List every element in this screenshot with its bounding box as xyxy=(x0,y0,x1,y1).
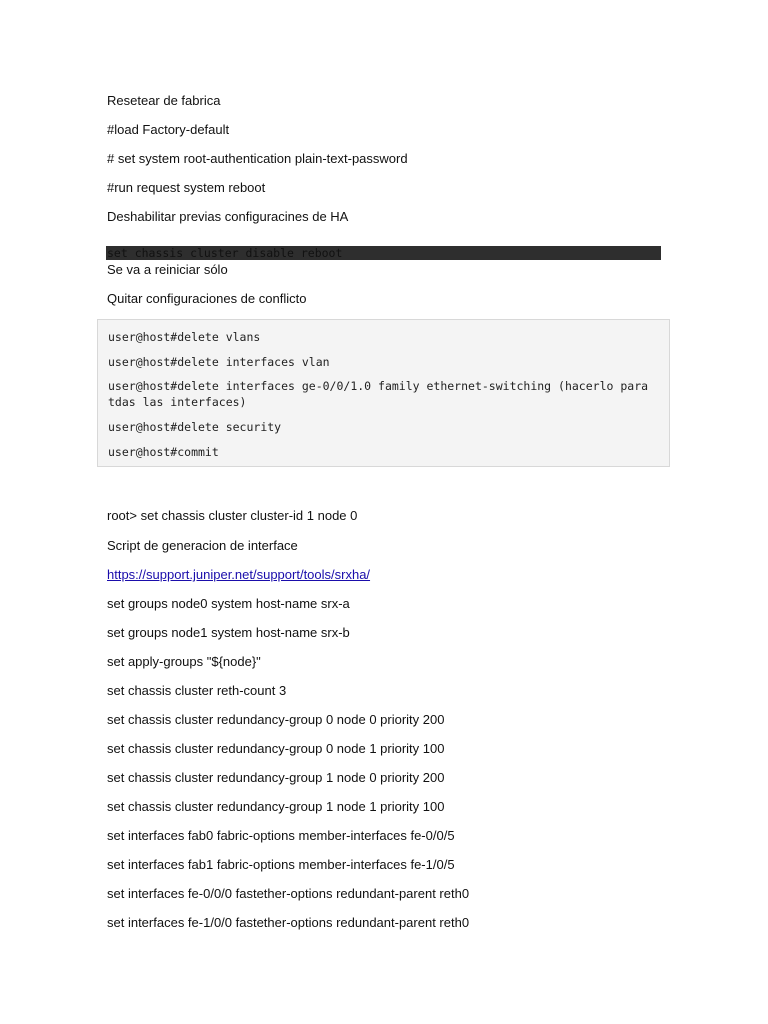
config-line: set chassis cluster redundancy-group 1 node 0 priority 200 xyxy=(107,770,445,785)
intro-line: Deshabilitar previas configuracines de HA xyxy=(107,209,349,224)
section-heading: Quitar configuraciones de conflicto xyxy=(107,291,307,306)
config-line: set apply-groups "${node}" xyxy=(107,654,261,669)
code-line: user@host#commit xyxy=(108,445,219,459)
code-line: user@host#delete vlans xyxy=(108,330,261,344)
config-line: set groups node0 system host-name srx-a xyxy=(107,596,350,611)
code-line: user@host#delete interfaces ge-0/0/1.0 family ethernet-switching (hacerlo para tdas las interfaces) xyxy=(108,379,655,409)
section-heading: Script de generacion de interface xyxy=(107,538,298,553)
config-line: set chassis cluster redundancy-group 0 node 1 priority 100 xyxy=(107,741,445,756)
code-line: user@host#delete interfaces vlan xyxy=(108,355,330,369)
code-block xyxy=(97,319,670,467)
intro-line: Resetear de fabrica xyxy=(107,93,221,108)
note-line: Se va a reiniciar sólo xyxy=(107,262,228,277)
config-line: set interfaces fe-0/0/0 fastether-options redundant-parent reth0 xyxy=(107,886,470,901)
highlighted-command: set chassis cluster disable reboot xyxy=(107,246,343,260)
config-line: set chassis cluster redundancy-group 0 node 0 priority 200 xyxy=(107,712,445,727)
code-line: user@host#delete security xyxy=(108,420,282,434)
srxha-link[interactable]: https://support.juniper.net/support/tools/srxha/ xyxy=(107,567,371,582)
config-line: set groups node1 system host-name srx-b xyxy=(107,625,350,640)
intro-line: # set system root-authentication plain-text-password xyxy=(107,151,408,166)
config-line: set interfaces fe-1/0/0 fastether-options redundant-parent reth0 xyxy=(107,915,470,930)
intro-line: #run request system reboot xyxy=(107,180,266,195)
intro-line: #load Factory-default xyxy=(107,122,230,137)
command-line: root> set chassis cluster cluster-id 1 node 0 xyxy=(107,508,358,523)
config-line: set interfaces fab0 fabric-options member-interfaces fe-0/0/5 xyxy=(107,828,455,843)
config-line: set chassis cluster reth-count 3 xyxy=(107,683,287,698)
config-line: set interfaces fab1 fabric-options member-interfaces fe-1/0/5 xyxy=(107,857,455,872)
config-line: set chassis cluster redundancy-group 1 node 1 priority 100 xyxy=(107,799,445,814)
